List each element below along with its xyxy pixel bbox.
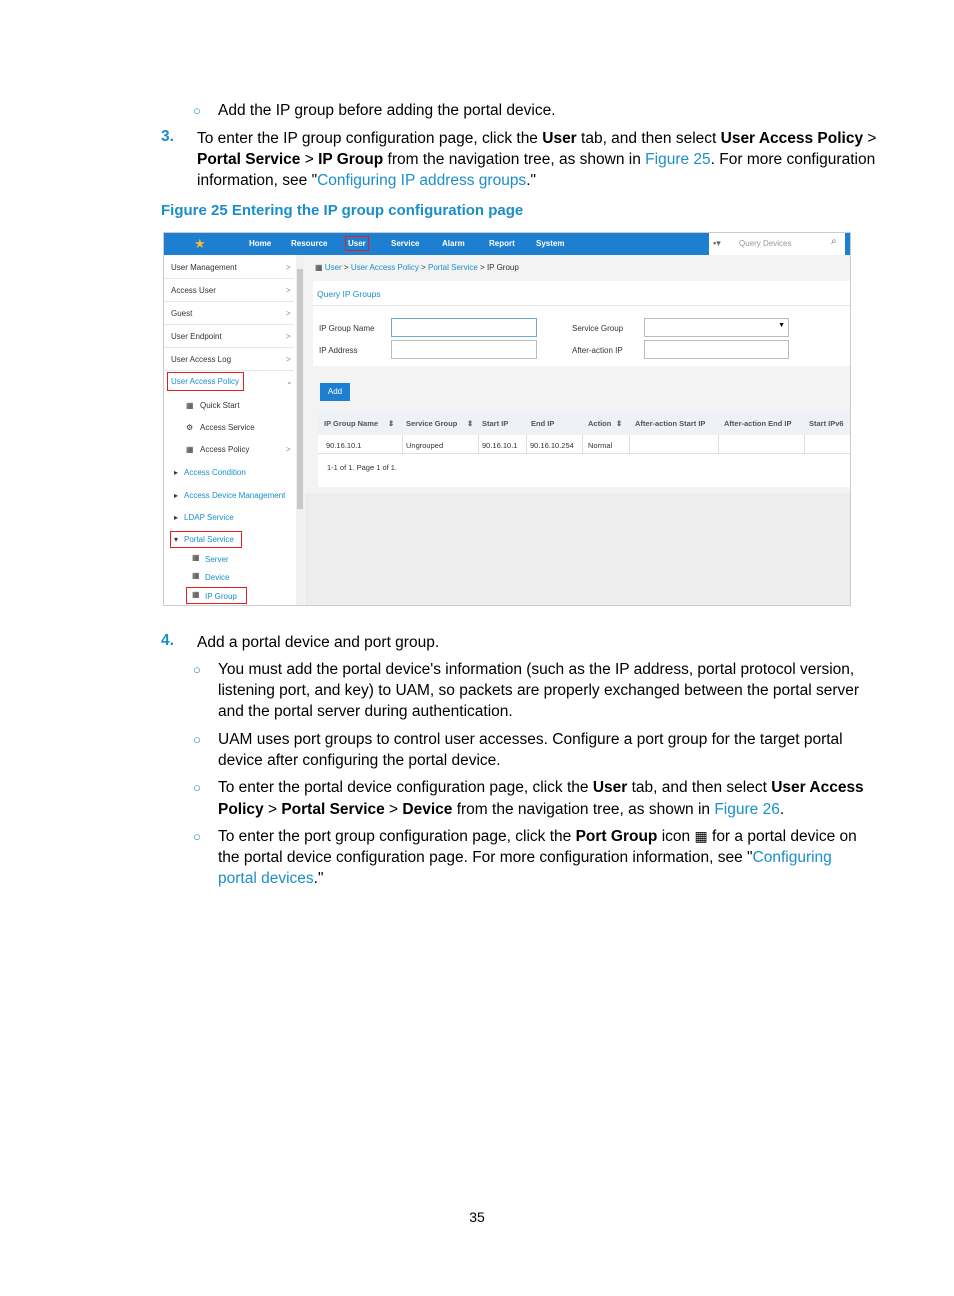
service-group-label: Service Group: [572, 324, 624, 333]
chevron-right-icon: >: [286, 263, 291, 272]
divider: [582, 435, 583, 453]
text: .": [313, 870, 324, 887]
bold-text: Portal Service: [281, 801, 385, 818]
bold-text: User Access: [771, 779, 864, 796]
search-icon[interactable]: ⌕: [831, 236, 837, 247]
step-number: 4.: [161, 632, 174, 649]
column-header[interactable]: Start IPv6: [809, 419, 844, 428]
bullet-marker: ○: [193, 662, 201, 677]
ip-address-input[interactable]: [391, 340, 537, 359]
divider: [526, 435, 527, 453]
step3-line2: [197, 149, 875, 170]
column-header[interactable]: Start IP: [482, 419, 509, 428]
text: tab, and then select: [576, 130, 721, 147]
figure-caption: Figure 25 Entering the IP group configuration page: [161, 202, 524, 219]
bold-text: User: [592, 779, 628, 796]
breadcrumb-user[interactable]: User: [324, 263, 342, 272]
sidebar-item-user-access-policy[interactable]: User Access Policy: [171, 377, 240, 386]
chevron-right-icon: >: [286, 355, 291, 364]
bullet-marker: ○: [193, 829, 201, 844]
nav-system[interactable]: System: [536, 239, 565, 248]
bold-text: User: [542, 130, 577, 147]
divider: [318, 453, 850, 454]
text: for a portal device on: [707, 828, 857, 845]
query-panel: [313, 281, 850, 366]
caret-right-icon: ▸: [174, 513, 179, 522]
intro-bullet-text: Add the IP group before adding the portal device.: [218, 102, 556, 119]
bullet-marker: ○: [193, 103, 201, 118]
section-link[interactable]: portal devices: [218, 870, 314, 887]
favorite-star-icon[interactable]: ★: [194, 236, 206, 251]
ip-address-label: IP Address: [319, 346, 358, 355]
sort-icon[interactable]: ⇕: [616, 419, 623, 428]
service-group-select[interactable]: [644, 318, 789, 337]
ip-group-link[interactable]: 90.16.10.1: [326, 441, 362, 450]
scrollbar-thumb[interactable]: [297, 269, 303, 509]
tree-icon: ⚙: [186, 423, 194, 432]
breadcrumb-portal-service[interactable]: Portal Service: [428, 263, 478, 272]
step-number: 3.: [161, 128, 174, 145]
sidebar-item-guest[interactable]: Guest: [171, 309, 193, 318]
text: icon: [657, 828, 695, 845]
cell: 90.16.10.1: [482, 441, 518, 450]
caret-down-icon: ▾: [174, 535, 179, 544]
nav-resource[interactable]: Resource: [291, 239, 328, 248]
cell: Ungrouped: [406, 441, 444, 450]
after-action-ip-label: After-action IP: [572, 346, 623, 355]
sidebar-scrollbar[interactable]: [296, 255, 304, 605]
cell: 90.16.10.254: [530, 441, 574, 450]
divider: [629, 435, 630, 453]
ip-group-name-input[interactable]: [391, 318, 537, 337]
text: .: [779, 801, 785, 818]
cell: Normal: [588, 441, 613, 450]
nav-user[interactable]: User: [348, 239, 366, 248]
chevron-right-icon: >: [286, 332, 291, 341]
embedded-screenshot: [163, 232, 851, 606]
tree-icon: ▦: [192, 590, 200, 599]
column-header[interactable]: After-action End IP: [724, 419, 792, 428]
bold-text: Device: [402, 801, 453, 818]
chevron-right-icon: >: [286, 309, 291, 318]
text: information, see ": [197, 172, 318, 189]
port-group-icon: ▦: [694, 828, 708, 844]
tree-item-ip-group[interactable]: IP Group: [205, 592, 237, 601]
dropdown-arrow-icon: ▼: [778, 322, 785, 329]
highlight-box: [167, 372, 244, 391]
chevron-right-icon: >: [286, 445, 291, 454]
tree-item-device[interactable]: Device: [205, 573, 230, 582]
tree-item-access-condition[interactable]: Access Condition: [184, 468, 246, 477]
sidebar-item-user-management[interactable]: User Management: [171, 263, 237, 272]
text: tab, and then select: [627, 779, 772, 796]
sidebar: [164, 255, 297, 605]
page-number: 35: [469, 1209, 485, 1225]
chevron-right-icon: >: [286, 286, 291, 295]
divider: [164, 370, 294, 371]
bold-text: Portal Service: [197, 151, 301, 168]
text: from the navigation tree, as shown in: [452, 801, 715, 818]
divider: [164, 324, 294, 325]
sidebar-item-user-access-log[interactable]: User Access Log: [171, 355, 232, 364]
highlight-box: [186, 587, 247, 604]
section-link[interactable]: Configuring IP address groups: [317, 172, 527, 189]
bullet-marker: ○: [193, 732, 201, 747]
text: To enter the port group configuration page, click the: [218, 828, 576, 845]
caret-right-icon: ▸: [174, 468, 179, 477]
column-header[interactable]: Service Group: [406, 419, 458, 428]
main-content: [305, 255, 850, 605]
step3-line3: [197, 170, 536, 191]
bold-text: Port Group: [575, 828, 658, 845]
text: . For more configuration: [710, 151, 876, 168]
after-action-ip-input[interactable]: [644, 340, 789, 359]
nav-report[interactable]: Report: [489, 239, 515, 248]
breadcrumb-icon: ▦: [315, 263, 323, 272]
device-type-icon[interactable]: ▪▾: [713, 238, 721, 248]
empty-area: [305, 493, 850, 605]
text: the portal device configuration page. For more configuration information, see ": [218, 849, 753, 866]
edge-strip: [845, 233, 850, 255]
column-header[interactable]: End IP: [531, 419, 555, 428]
breadcrumb: [315, 263, 519, 272]
column-header[interactable]: After-action Start IP: [635, 419, 706, 428]
divider: [402, 435, 403, 453]
top-nav-bar: [164, 233, 850, 255]
text: >: [263, 801, 282, 818]
breadcrumb-separator: >: [421, 263, 426, 272]
tree-icon: ▦: [192, 553, 200, 562]
figure-link[interactable]: Figure 25: [645, 151, 711, 168]
bullet3-line1: [218, 777, 864, 798]
tree-icon: ▦: [186, 401, 194, 410]
nav-home[interactable]: Home: [249, 239, 272, 248]
panel-title[interactable]: Query IP Groups: [317, 289, 381, 299]
divider: [478, 435, 479, 453]
divider: [164, 347, 294, 348]
section-link[interactable]: Configuring: [752, 849, 832, 866]
tree-item-access-policy[interactable]: Access Policy: [200, 445, 250, 454]
text: from the navigation tree, as shown in: [383, 151, 646, 168]
add-button[interactable]: Add: [320, 383, 350, 401]
breadcrumb-user-access-policy[interactable]: User Access Policy: [350, 263, 419, 272]
bold-text: IP Group: [318, 151, 384, 168]
bullet2-line2: device after configuring the portal device.: [218, 752, 501, 769]
breadcrumb-separator: >: [480, 263, 485, 272]
tree-item-quick-start[interactable]: Quick Start: [200, 401, 240, 410]
query-input[interactable]: Query Devices: [739, 239, 792, 248]
tree-item-portal-service[interactable]: Portal Service: [184, 535, 234, 544]
bullet4-line3: [218, 868, 323, 889]
step4-text: Add a portal device and port group.: [197, 634, 440, 651]
tree-item-access-service[interactable]: Access Service: [200, 423, 255, 432]
bullet1-line2: listening port, and key) to UAM, so packets are properly exchanged between the portal server: [218, 682, 860, 699]
text: .": [526, 172, 536, 189]
bullet1-line3: and the portal server during authentication.: [218, 703, 513, 720]
divider: [164, 301, 294, 302]
tree-item-server[interactable]: Server: [205, 555, 229, 564]
text: >: [384, 801, 403, 818]
bullet4-line1: [218, 826, 857, 847]
bullet4-line2: [218, 847, 832, 868]
bullet3-line2: [218, 799, 784, 820]
text: To enter the IP group configuration page, click the: [197, 130, 543, 147]
chevron-down-icon: ⌄: [286, 377, 293, 386]
column-header[interactable]: Action: [588, 419, 612, 428]
nav-service[interactable]: Service: [391, 239, 420, 248]
ip-group-name-label: IP Group Name: [319, 324, 375, 333]
nav-alarm[interactable]: Alarm: [442, 239, 465, 248]
bullet2-line1: UAM uses port groups to control user accesses. Configure a port group for the target portal: [218, 731, 843, 748]
bold-text: User Access Policy: [720, 130, 864, 147]
caret-right-icon: ▸: [174, 491, 179, 500]
bullet-marker: ○: [193, 780, 201, 795]
sidebar-item-user-endpoint[interactable]: User Endpoint: [171, 332, 222, 341]
tree-item-ldap-service[interactable]: LDAP Service: [184, 513, 234, 522]
highlight-box: [170, 531, 242, 548]
sidebar-item-access-user[interactable]: Access User: [171, 286, 216, 295]
pagination-text: 1-1 of 1. Page 1 of 1.: [327, 463, 398, 472]
tree-item-access-device-management[interactable]: Access Device Management: [184, 491, 286, 500]
step3-line1: [197, 128, 876, 149]
text: >: [300, 151, 319, 168]
breadcrumb-ip-group: IP Group: [486, 263, 519, 272]
text: To enter the portal device configuration page, click the: [218, 779, 593, 796]
query-devices-box[interactable]: [709, 233, 845, 255]
tree-icon: ▦: [192, 571, 200, 580]
ip-group-table: [318, 411, 850, 487]
divider: [718, 435, 719, 453]
figure-link[interactable]: Figure 26: [714, 801, 780, 818]
sort-icon[interactable]: ⇕: [388, 419, 395, 428]
bullet1-line1: You must add the portal device's information (such as the IP address, portal protocol version,: [218, 661, 855, 678]
sort-icon[interactable]: ⇕: [467, 419, 474, 428]
divider: [313, 305, 850, 306]
breadcrumb-separator: >: [343, 263, 349, 272]
bold-text: Policy: [218, 801, 264, 818]
column-header[interactable]: IP Group Name: [324, 419, 379, 428]
text: >: [863, 130, 877, 147]
divider: [164, 278, 294, 279]
tree-icon: ▦: [186, 445, 194, 454]
divider: [804, 435, 805, 453]
